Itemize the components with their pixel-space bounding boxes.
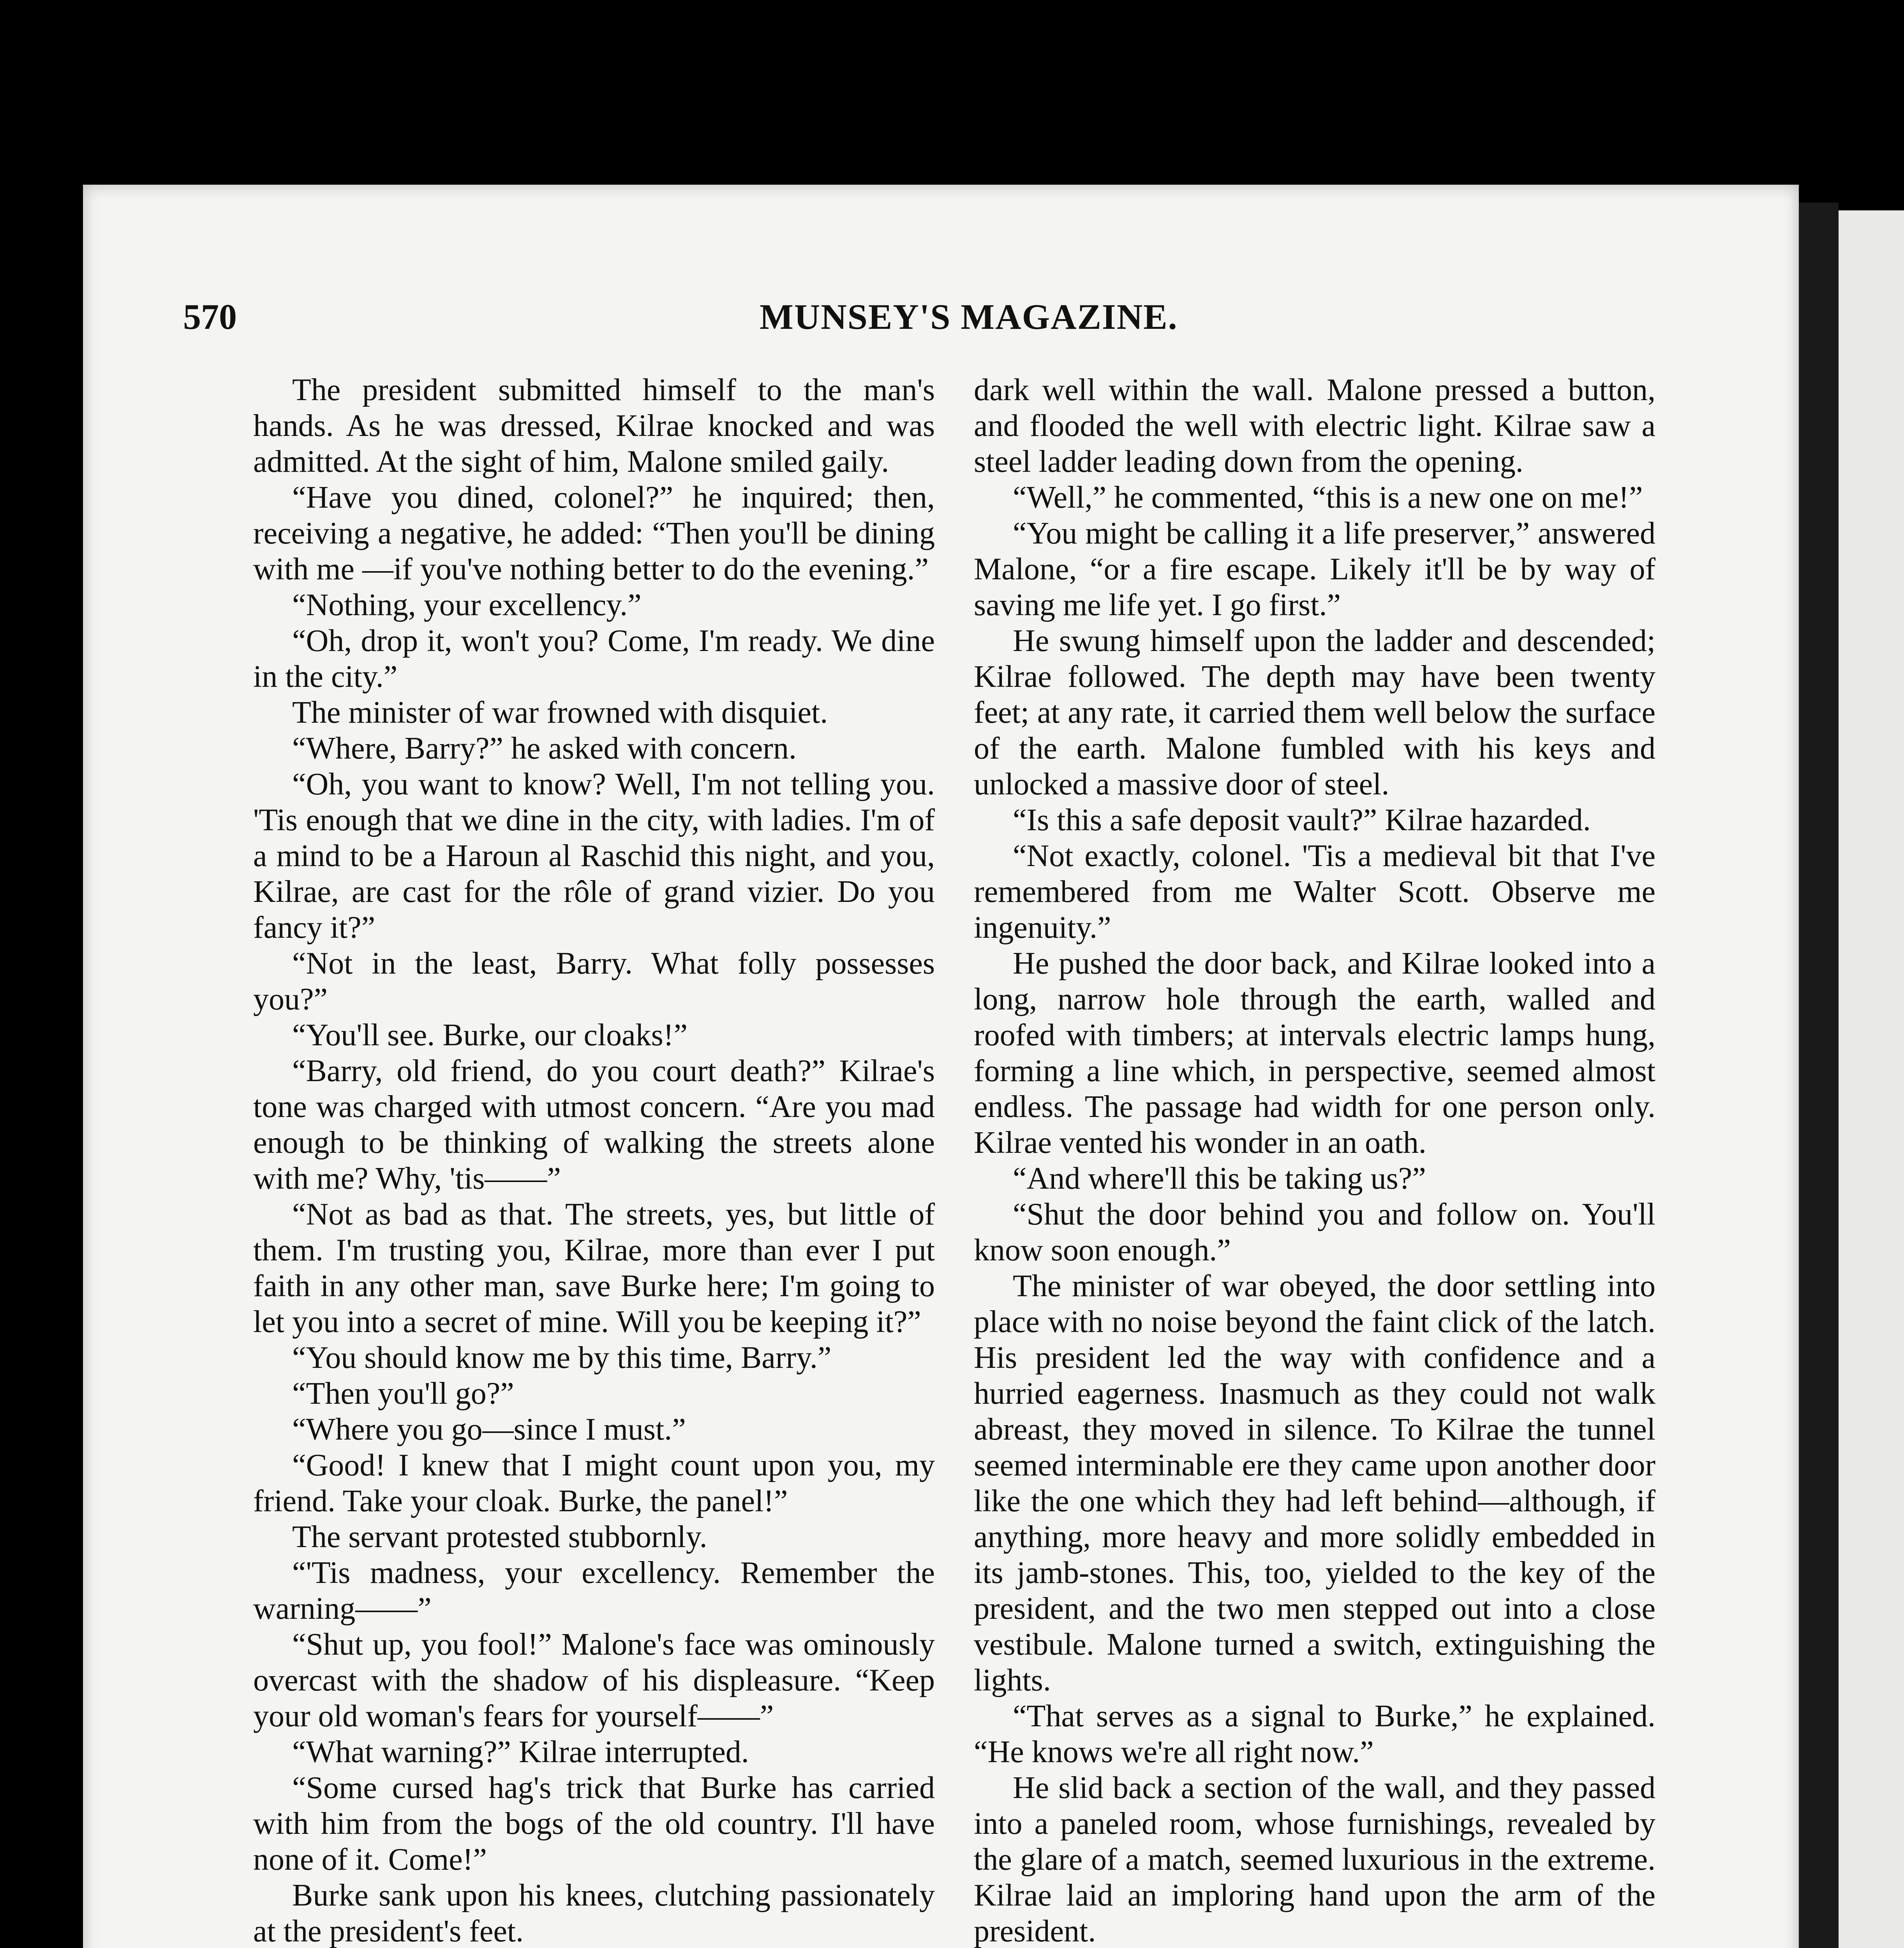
paragraph: “Good! I knew that I might count upon you, my friend. Take your cloak. Burke, the panel!” — [253, 1448, 935, 1518]
paragraph: He pushed the door back, and Kilrae looked into a long, narrow hole through the earth, walled and roofed with timbers; at intervals electric lamps hung, forming a line which, in perspective, seemed almost endless. The passage had width for one person only. Kilrae vented his wonder in an oath. — [974, 946, 1655, 1160]
paragraph: “Where you go—since I must.” — [292, 1412, 686, 1447]
paragraph: “You should know me by this time, Barry.” — [292, 1341, 832, 1375]
running-title: MUNSEY'S MAGAZINE. — [760, 297, 1178, 337]
paragraph: “Not as bad as that. The streets, yes, but little of them. I'm trusting you, Kilrae, more than ever I put faith in any other man, save Burke here; I'm going to let you into a secret of mine. Will you be keeping it?” — [253, 1197, 935, 1339]
paragraph: “Oh, you want to know? Well, I'm not telling you. 'Tis enough that we dine in the city, with ladies. I'm of a mind to be a Haroun al Raschid this night, and you, Kilrae, are cast for the rôle of grand vizier. Do you fancy it?” — [253, 767, 935, 945]
paragraph: He slid back a section of the wall, and they passed into a paneled room, whose furnishings, revealed by the glare of a match, seemed luxurious in the extreme. Kilrae laid an imploring hand upon the arm of the president. — [974, 1771, 1655, 1948]
page-number: 570 — [183, 297, 237, 337]
paragraph: “'Tis madness, your excellency. Remember the warning——” — [253, 1556, 935, 1626]
paragraph: “You might be calling it a life preserver,” answered Malone, “or a fire escape. Likely it'll be by way of saving me life yet. I go first.” — [974, 516, 1655, 622]
paragraph: “Oh, drop it, won't you? Come, I'm ready. We dine in the city.” — [253, 624, 935, 694]
paragraph: “That serves as a signal to Burke,” he explained. “He knows we're all right now.” — [974, 1699, 1655, 1769]
paragraph: The servant protested stubbornly. — [292, 1520, 707, 1554]
paragraph: “Is this a safe deposit vault?” Kilrae hazarded. — [1013, 803, 1591, 837]
paragraph: “Where, Barry?” he asked with concern. — [292, 731, 797, 766]
paragraph: “Barry, old friend, do you court death?” Kilrae's tone was charged with utmost concern. “Are you mad enough to be thinking of walking the streets alone with me? Why, 'tis——” — [253, 1054, 935, 1196]
paragraph: “Shut the door behind you and follow on. You'll know soon enough.” — [974, 1197, 1655, 1267]
paragraph: He swung himself upon the ladder and descended; Kilrae followed. The depth may have been twenty feet; at any rate, it carried them well below the surface of the earth. Malone fumbled with his keys and unlocked a massive door of steel. — [974, 624, 1655, 801]
paragraph: “Shut up, you fool!” Malone's face was ominously overcast with the shadow of his displeasure. “Keep your old woman's fears for yourself——” — [253, 1627, 935, 1733]
paragraph: “Nothing, your excellency.” — [292, 588, 642, 622]
paragraph: The minister of war frowned with disquiet. — [292, 695, 828, 730]
paragraph: “Then you'll go?” — [292, 1376, 514, 1411]
paragraph: “What warning?” Kilrae interrupted. — [292, 1735, 749, 1769]
paragraph: dark well within the wall. Malone pressed a button, and flooded the well with electric light. Kilrae saw a steel ladder leading down from the opening. — [974, 373, 1655, 479]
paragraph: “Have you dined, colonel?” he inquired; then, receiving a negative, he added: “Then you'll be dining with me —if you've nothing better to do the evening.” — [253, 480, 935, 586]
paragraph: Burke sank upon his knees, clutching passionately at the president's feet. — [253, 1878, 935, 1948]
right-text-column — [974, 372, 1655, 1948]
paragraph: The minister of war obeyed, the door settling into place with no noise beyond the faint click of the latch. His president led the way with confidence and a hurried eagerness. Inasmuch as they could not walk abreast, they moved in silence. To Kilrae the tunnel seemed interminable ere they came upon another door like the one which they had left behind—although, if anything, more heavy and more solidly embedded in its jamb-stones. This, too, yielded to the key of the president, and the two men stepped out into a close vestibule. Malone turned a switch, extinguishing the lights. — [974, 1269, 1655, 1697]
paragraph: “Not exactly, colonel. 'Tis a medieval bit that I've remembered from me Walter Scott. Observe me ingenuity.” — [974, 839, 1655, 945]
paragraph: “Well,” he commented, “this is a new one on me!” — [1013, 480, 1643, 515]
page-header — [183, 296, 1663, 347]
paragraph: “Not in the least, Barry. What folly possesses you?” — [253, 946, 935, 1016]
facing-page-edge — [1839, 210, 1904, 1948]
page-gutter-shadow — [1792, 203, 1839, 1948]
paragraph: “You'll see. Burke, our cloaks!” — [292, 1018, 688, 1052]
paragraph: “And where'll this be taking us?” — [1013, 1161, 1426, 1196]
paragraph: “Some cursed hag's trick that Burke has carried with him from the bogs of the old country. I'll have none of it. Come!” — [253, 1771, 935, 1877]
left-text-column — [253, 372, 935, 1948]
paragraph: The president submitted himself to the man's hands. As he was dressed, Kilrae knocked and was admitted. At the sight of him, Malone smiled gaily. — [253, 373, 935, 479]
